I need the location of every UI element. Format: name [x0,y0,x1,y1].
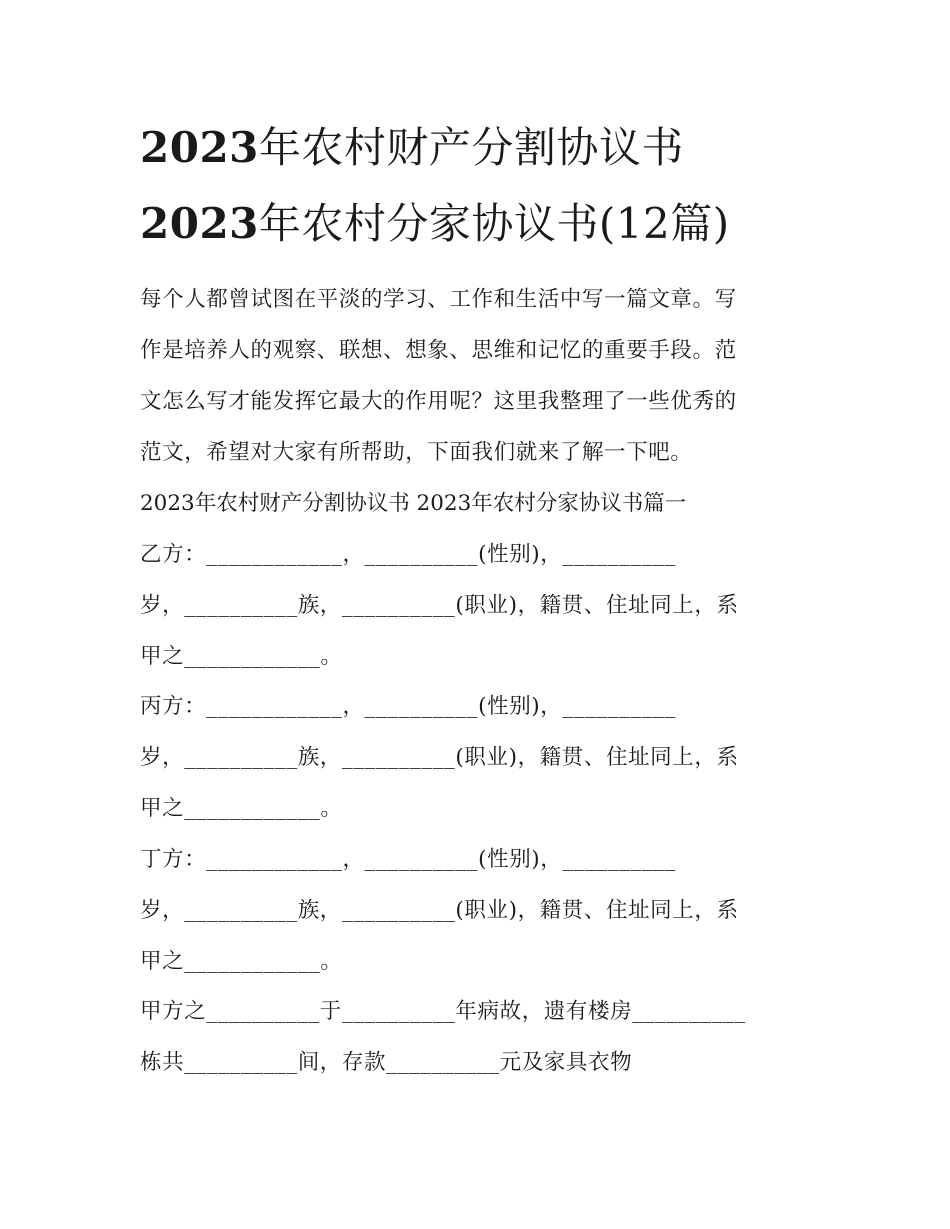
intro-line-1: 每个人都曾试图在平淡的学习、工作和生活中写一篇文章。写 [140,287,737,312]
document-title-line-2: 2023年农村分家协议书(12篇) [140,199,730,248]
party-b-line-3: 甲之____________。 [140,644,343,669]
party-b-line-1: 乙方：____________，__________(性别)，__________ [140,542,676,567]
party-c-line-3: 甲之____________。 [140,796,343,821]
party-d-line-3: 甲之____________。 [140,949,343,974]
estate-line-2: 栋共__________间，存款__________元及家具衣物 [140,1050,633,1075]
party-d-line-1: 丁方：____________，__________(性别)，__________ [140,847,676,872]
party-b-line-2: 岁，__________族，__________(职业)，籍贯、住址同上，系 [140,593,739,618]
party-c-line-2: 岁，__________族，__________(职业)，籍贯、住址同上，系 [140,745,739,770]
intro-line-2: 作是培养人的观察、联想、想象、思维和记忆的重要手段。范 [140,338,737,363]
document-title-line-1: 2023年农村财产分割协议书 [140,123,684,172]
intro-line-3: 文怎么写才能发挥它最大的作用呢？这里我整理了一些优秀的 [140,389,737,414]
party-c-line-1: 丙方：____________，__________(性别)，__________ [140,694,676,719]
intro-line-4: 范文，希望对大家有所帮助，下面我们就来了解一下吧。 [140,440,693,465]
party-d-line-2: 岁，__________族，__________(职业)，籍贯、住址同上，系 [140,898,739,923]
estate-line-1: 甲方之__________于__________年病故，遗有楼房__________ [140,999,746,1024]
section-heading: 2023年农村财产分割协议书 2023年农村分家协议书篇一 [140,491,687,516]
